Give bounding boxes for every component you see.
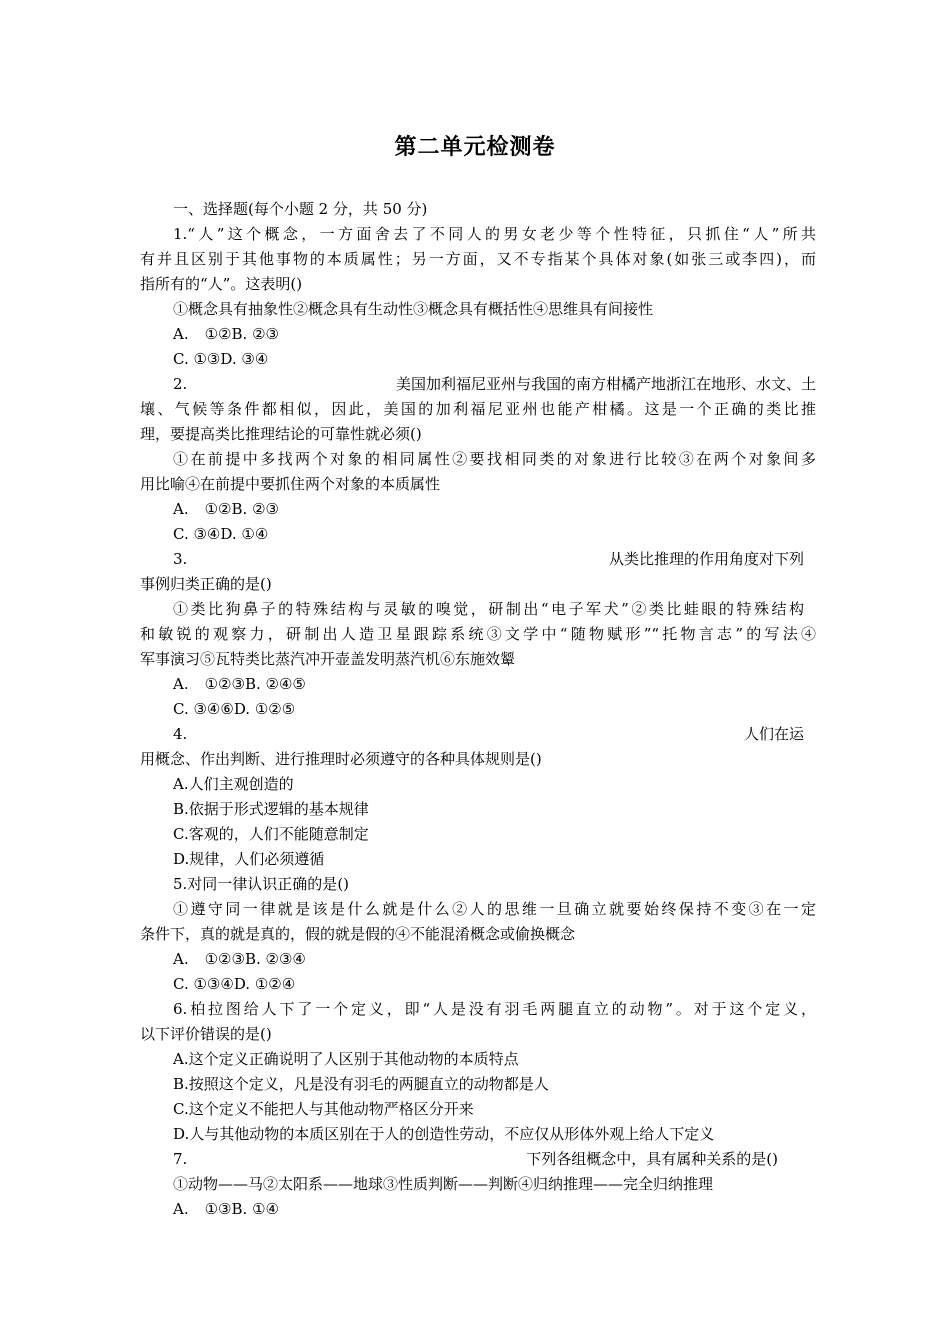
option-a-label: A.	[173, 500, 189, 518]
question-7-statements: ①动物——马②太阳系——地球③性质判断——判断④归纳推理——完全归纳推理	[173, 1175, 714, 1193]
question-1-line-1: 1.“人”这个概念，一方面舍去了不同人的男女老少等个性特征，只抓住“人”所共	[173, 225, 816, 243]
option-a-label: A.	[173, 1200, 189, 1218]
question-1-line-2: 有并且区别于其他事物的本质属性；另一方面，又不专指某个具体对象(如张三或李四)，而	[140, 250, 816, 268]
question-3-number: 3.	[173, 550, 188, 568]
question-3-line-1	[140, 547, 816, 572]
document-body	[140, 197, 816, 1222]
option-a-label: A.	[173, 675, 189, 693]
question-5-options-cd: C. ①③④D. ①②④	[173, 975, 296, 993]
question-5-statements-1: ①遵守同一律就是该是什么就是什么②人的思维一旦确立就要始终保持不变③在一定	[173, 900, 816, 918]
question-3-options-ab	[140, 672, 816, 697]
question-1-options-cd: C. ①③D. ③④	[173, 350, 269, 368]
question-5-options-ab	[140, 947, 816, 972]
question-2-statements-2: 用比喻④在前提中要抓住两个对象的本质属性	[140, 475, 441, 493]
question-4-number: 4.	[173, 725, 188, 743]
question-7-number: 7.	[173, 1150, 188, 1168]
question-2-line-2: 壤、气候等条件都相似，因此，美国的加利福尼亚州也能产柑橘。这是一个正确的类比推	[140, 400, 816, 418]
question-7-options-ab	[140, 1197, 816, 1222]
question-6-option-c: C.这个定义不能把人与其他动物严格区分开来	[173, 1100, 474, 1118]
question-2-line-1	[140, 372, 816, 397]
section-heading: 一、选择题(每个小题 2 分，共 50 分)	[173, 200, 428, 218]
option-ab-text: ①②B. ②③	[204, 325, 279, 343]
question-6-option-a: A.这个定义正确说明了人区别于其他动物的本质特点	[173, 1050, 519, 1068]
question-5-statements-2: 条件下，真的就是真的，假的就是假的④不能混淆概念或偷换概念	[140, 925, 576, 943]
question-7-line-1	[140, 1147, 816, 1172]
question-4-stem-start: 人们在运	[743, 725, 804, 743]
question-3-stem-start: 从类比推理的作用角度对下列	[608, 550, 804, 568]
question-3-statements-3: 军事演习⑤瓦特类比蒸汽冲开壶盖发明蒸汽机⑥东施效颦	[140, 650, 516, 668]
question-3-statements-2: 和敏锐的观察力，研制出人造卫星跟踪系统③文学中“随物赋形”“托物言志”的写法④	[140, 625, 816, 643]
question-4-line-1	[140, 722, 816, 747]
question-4-line-2: 用概念、作出判断、进行推理时必须遵守的各种具体规则是()	[140, 750, 542, 768]
option-a-label: A.	[173, 325, 189, 343]
option-ab-text: ①②③B. ②③④	[204, 950, 306, 968]
question-5-stem: 5.对同一律认识正确的是()	[173, 875, 350, 893]
option-ab-text: ①②③B. ②④⑤	[204, 675, 306, 693]
question-6-line-2: 以下评价错误的是()	[140, 1025, 272, 1043]
question-2-stem-start: 美国加利福尼亚州与我国的南方柑橘产地浙江在地形、水文、土	[395, 375, 816, 393]
question-1-statements: ①概念具有抽象性②概念具有生动性③概念具有概括性④思维具有间接性	[173, 300, 654, 318]
question-2-statements-1: ①在前提中多找两个对象的相同属性②要找相同类的对象进行比较③在两个对象间多	[173, 450, 816, 468]
option-ab-text: ①②B. ②③	[204, 500, 279, 518]
question-4-option-c: C.客观的，人们不能随意制定	[173, 825, 369, 843]
question-3-options-cd: C. ③④⑥D. ①②⑤	[173, 700, 296, 718]
question-4-option-a: A.人们主观创造的	[173, 775, 294, 793]
question-2-line-3: 理，要提高类比推理结论的可靠性就必须()	[140, 425, 422, 443]
option-a-label: A.	[173, 950, 189, 968]
question-4-option-d: D.规律，人们必须遵循	[173, 850, 325, 868]
question-2-options-cd: C. ③④D. ①④	[173, 525, 269, 543]
question-1-options-ab	[140, 322, 816, 347]
question-2-number: 2.	[173, 375, 188, 393]
question-2-options-ab	[140, 497, 816, 522]
page-title: 第二单元检测卷	[394, 135, 556, 160]
question-4-option-b: B.依据于形式逻辑的基本规律	[173, 800, 369, 818]
question-3-line-2: 事例归类正确的是()	[140, 575, 272, 593]
question-1-line-3: 指所有的“人”。这表明()	[140, 275, 303, 293]
question-6-option-d: D.人与其他动物的本质区别在于人的创造性劳动，不应仅从形体外观上给人下定义	[173, 1125, 715, 1143]
question-6-line-1: 6.柏拉图给人下了一个定义，即“人是没有羽毛两腿直立的动物”。对于这个定义，	[173, 1000, 816, 1018]
option-ab-text: ①③B. ①④	[204, 1200, 279, 1218]
question-7-stem: 下列各组概念中，具有属种关系的是()	[526, 1150, 778, 1168]
question-6-option-b: B.按照这个定义，凡是没有羽毛的两腿直立的动物都是人	[173, 1075, 549, 1093]
question-3-statements-1: ①类比狗鼻子的特殊结构与灵敏的嗅觉，研制出“电子军犬”②类比蛙眼的特殊结构	[173, 600, 804, 618]
